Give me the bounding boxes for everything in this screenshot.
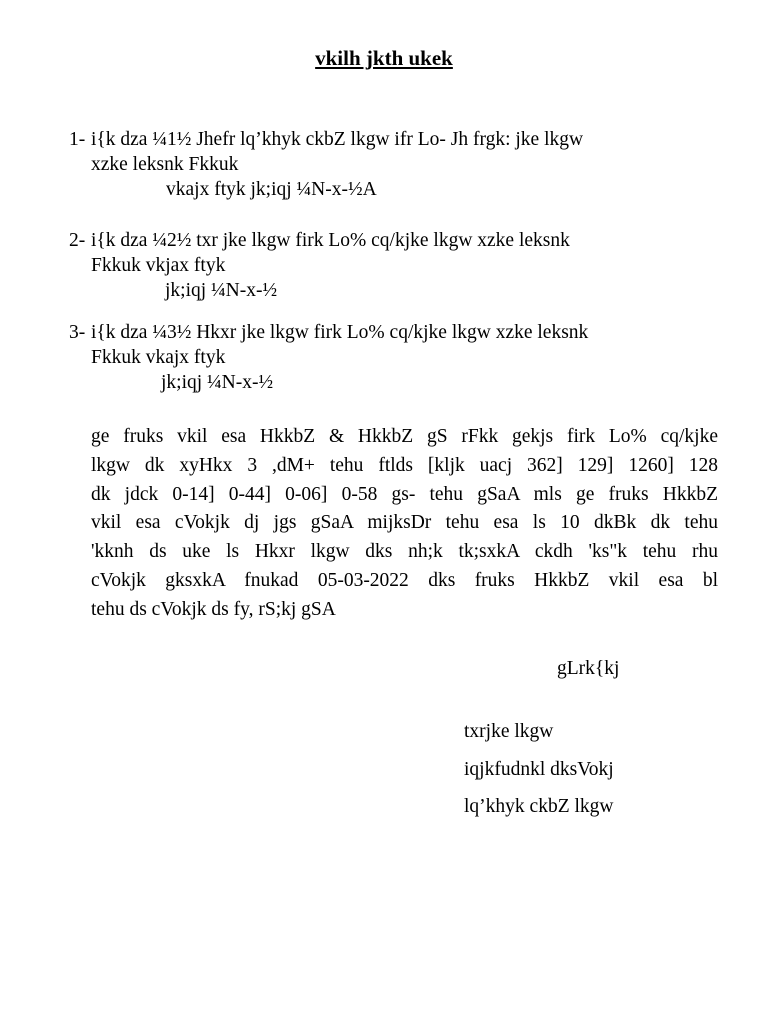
body-line: tehu ds cVokjk ds fy, rS;kj gSA [91,598,336,620]
party-item-1 [69,127,709,202]
party-line: i{k dza ¼1½ Jhefr lq’khyk ckbZ lkgw ifr Lo- Jh frgk: jke lkgw [91,129,584,150]
signatory-name: iqjkfudnkl dksVokj [464,758,614,780]
party-line: jk;iqj ¼N-x-½ [165,280,278,301]
party-number: 3- [69,322,86,343]
party-item-2 [69,228,709,303]
party-line: i{k dza ¼2½ txr jke lkgw firk Lo% cq/kjke lkgw xzke leksnk [91,230,570,251]
body-line: cVokjk gksxkA fnukad 05-03-2022 dks fruks HkkbZ vkil esa bl [91,569,718,591]
party-line: xzke leksnk Fkkuk [91,154,239,175]
document-title: vkilh jkth ukek [315,46,453,70]
body-line: dk jdck 0-14] 0-44] 0-06] 0-58 gs- tehu gSaA mls ge fruks HkkbZ [91,483,718,505]
party-line: Fkkuk vkajx ftyk [91,347,226,368]
party-line: i{k dza ¼3½ Hkxr jke lkgw firk Lo% cq/kjke lkgw xzke leksnk [91,322,589,343]
party-line: jk;iqj ¼N-x-½ [161,372,274,393]
party-number: 1- [69,129,86,150]
signatory-name: lq’khyk ckbZ lkgw [464,796,614,817]
signature-label: gLrk{kj [557,658,620,679]
body-line: lkgw dk xyHkx 3 ,dM+ tehu ftlds [kljk uacj 362] 129] 1260] 128 [91,454,718,476]
party-number: 2- [69,230,86,251]
signatory-name: txrjke lkgw [464,721,554,742]
body-line: vkil esa cVokjk dj jgs gSaA mijksDr tehu esa ls 10 dkBk dk tehu [91,512,718,534]
party-line: vkajx ftyk jk;iqj ¼N-x-½A [166,179,377,200]
party-item-3 [69,320,709,395]
party-line: Fkkuk vkjax ftyk [91,255,226,276]
signatory-list [464,713,614,826]
body-line: ge fruks vkil esa HkkbZ & HkkbZ gS rFkk gekjs firk Lo% cq/kjke [91,426,718,447]
body-line: 'kknh ds uke ls Hkxr lkgw dks nh;k tk;sxkA ckdh 'ks"k tehu rhu [91,541,718,563]
body-paragraph [91,423,718,625]
